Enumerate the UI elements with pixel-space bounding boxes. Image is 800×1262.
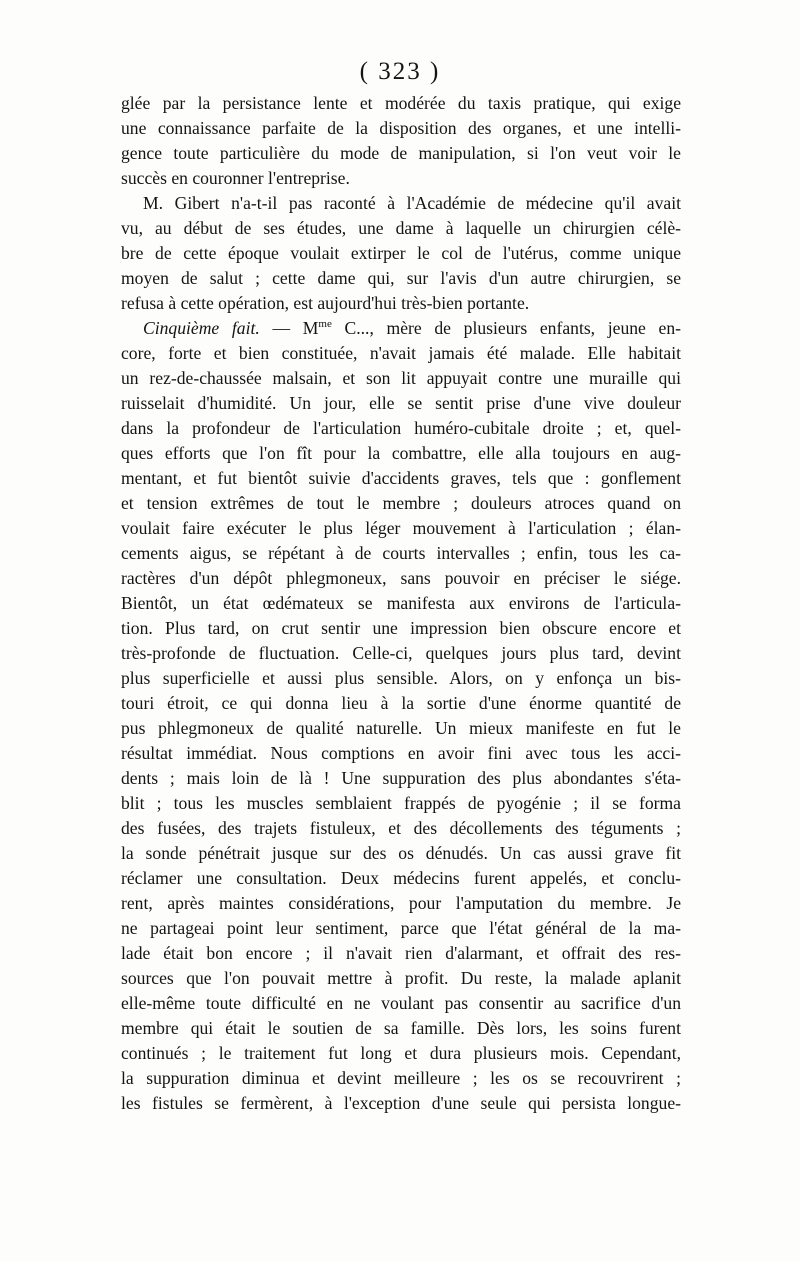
text-line: la sonde pénétrait jusque sur des os dénudés. Un cas aussi grave fit	[121, 843, 681, 863]
text-line: core, forte et bien constituée, n'avait jamais été malade. Elle habitait	[121, 343, 681, 363]
text-line: tion. Plus tard, on crut sentir une impression bien obscure encore et	[121, 618, 681, 638]
text-line: continués ; le traitement fut long et dura plusieurs mois. Cependant,	[121, 1043, 681, 1063]
text-line: ractères d'un dépôt phlegmoneux, sans pouvoir en préciser le siége.	[121, 568, 681, 588]
text-line: succès en couronner l'entreprise.	[121, 168, 350, 188]
text-line: et tension extrêmes de tout le membre ; douleurs atroces quand on	[121, 493, 681, 513]
text-line: ques efforts que l'on fît pour la combattre, elle alla toujours en aug-	[121, 443, 681, 463]
title-abbrev: me	[318, 318, 332, 330]
case-heading: Cinquième fait.	[143, 318, 260, 338]
case-heading-line	[121, 316, 681, 341]
text-line: mentant, et fut bientôt suivie d'accidents graves, tels que : gonflement	[121, 468, 681, 488]
text-line: lade était bon encore ; il n'avait rien d'alarmant, et offrait des res-	[121, 943, 681, 963]
text-line: blit ; tous les muscles semblaient frappés de pyogénie ; il se forma	[121, 793, 681, 813]
text-line: un rez-de-chaussée malsain, et son lit appuyait contre une muraille qui	[121, 368, 681, 388]
text-line: dans la profondeur de l'articulation huméro-cubitale droite ; et, quel-	[121, 418, 681, 438]
page-body	[121, 91, 681, 1116]
text-line: réclamer une consultation. Deux médecins furent appelés, et conclu-	[121, 868, 681, 888]
text-line: très-profonde de fluctuation. Celle-ci, quelques jours plus tard, devint	[121, 643, 681, 663]
text-line: touri étroit, ce qui donna lieu à la sortie d'une énorme quantité de	[121, 693, 681, 713]
text-line: sources que l'on pouvait mettre à profit. Du reste, la malade aplanit	[121, 968, 681, 988]
text-line: voulait faire exécuter le plus léger mouvement à l'articulation ; élan-	[121, 518, 681, 538]
text-line: la suppuration diminua et devint meilleure ; les os se recouvrirent ;	[121, 1068, 681, 1088]
text-line: vu, au début de ses études, une dame à laquelle un chirurgien célè-	[121, 218, 681, 238]
text-line: bre de cette époque voulait extirper le col de l'utérus, comme unique	[121, 243, 681, 263]
text-fragment: C..., mère de plusieurs enfants, jeune en-	[331, 318, 682, 338]
text-line: ruisselait d'humidité. Un jour, elle se sentit prise d'une vive douleur	[121, 393, 681, 413]
text-line: rent, après maintes considérations, pour l'amputation du membre. Je	[121, 893, 681, 913]
text-line: moyen de salut ; cette dame qui, sur l'avis d'un autre chirurgien, se	[121, 268, 681, 288]
text-line: plus superficielle et aussi plus sensible. Alors, on y enfonça un bis-	[121, 668, 681, 688]
dash: — M	[259, 318, 319, 338]
text-line: refusa à cette opération, est aujourd'hui très-bien portante.	[121, 293, 530, 313]
page-number: ( 323 )	[359, 58, 441, 85]
text-line: glée par la persistance lente et modérée du taxis pratique, qui exige	[121, 93, 681, 113]
text-line: résultat immédiat. Nous comptions en avoir fini avec tous les acci-	[121, 743, 681, 763]
text-line: dents ; mais loin de là ! Une suppuration des plus abondantes s'éta-	[121, 768, 681, 788]
text-line: gence toute particulière du mode de manipulation, si l'on veut voir le	[121, 143, 681, 163]
text-line: Bientôt, un état œdémateux se manifesta aux environs de l'articula-	[121, 593, 681, 613]
text-line: M. Gibert n'a-t-il pas raconté à l'Académie de médecine qu'il avait	[143, 193, 681, 213]
text-line: cements aigus, se répétant à de courts intervalles ; enfin, tous les ca-	[121, 543, 681, 563]
text-line: des fusées, des trajets fistuleux, et des décollements des téguments ;	[121, 818, 681, 838]
text-line: pus phlegmoneux de qualité naturelle. Un mieux manifeste en fut le	[121, 718, 681, 738]
text-line: membre qui était le soutien de sa famille. Dès lors, les soins furent	[121, 1018, 681, 1038]
text-line: une connaissance parfaite de la disposition des organes, et une intelli-	[121, 118, 681, 138]
text-line: les fistules se fermèrent, à l'exception d'une seule qui persista longue-	[121, 1093, 681, 1113]
text-line: ne partageai point leur sentiment, parce que l'état général de la ma-	[121, 918, 681, 938]
text-line: elle-même toute difficulté en ne voulant pas consentir au sacrifice d'un	[121, 993, 681, 1013]
